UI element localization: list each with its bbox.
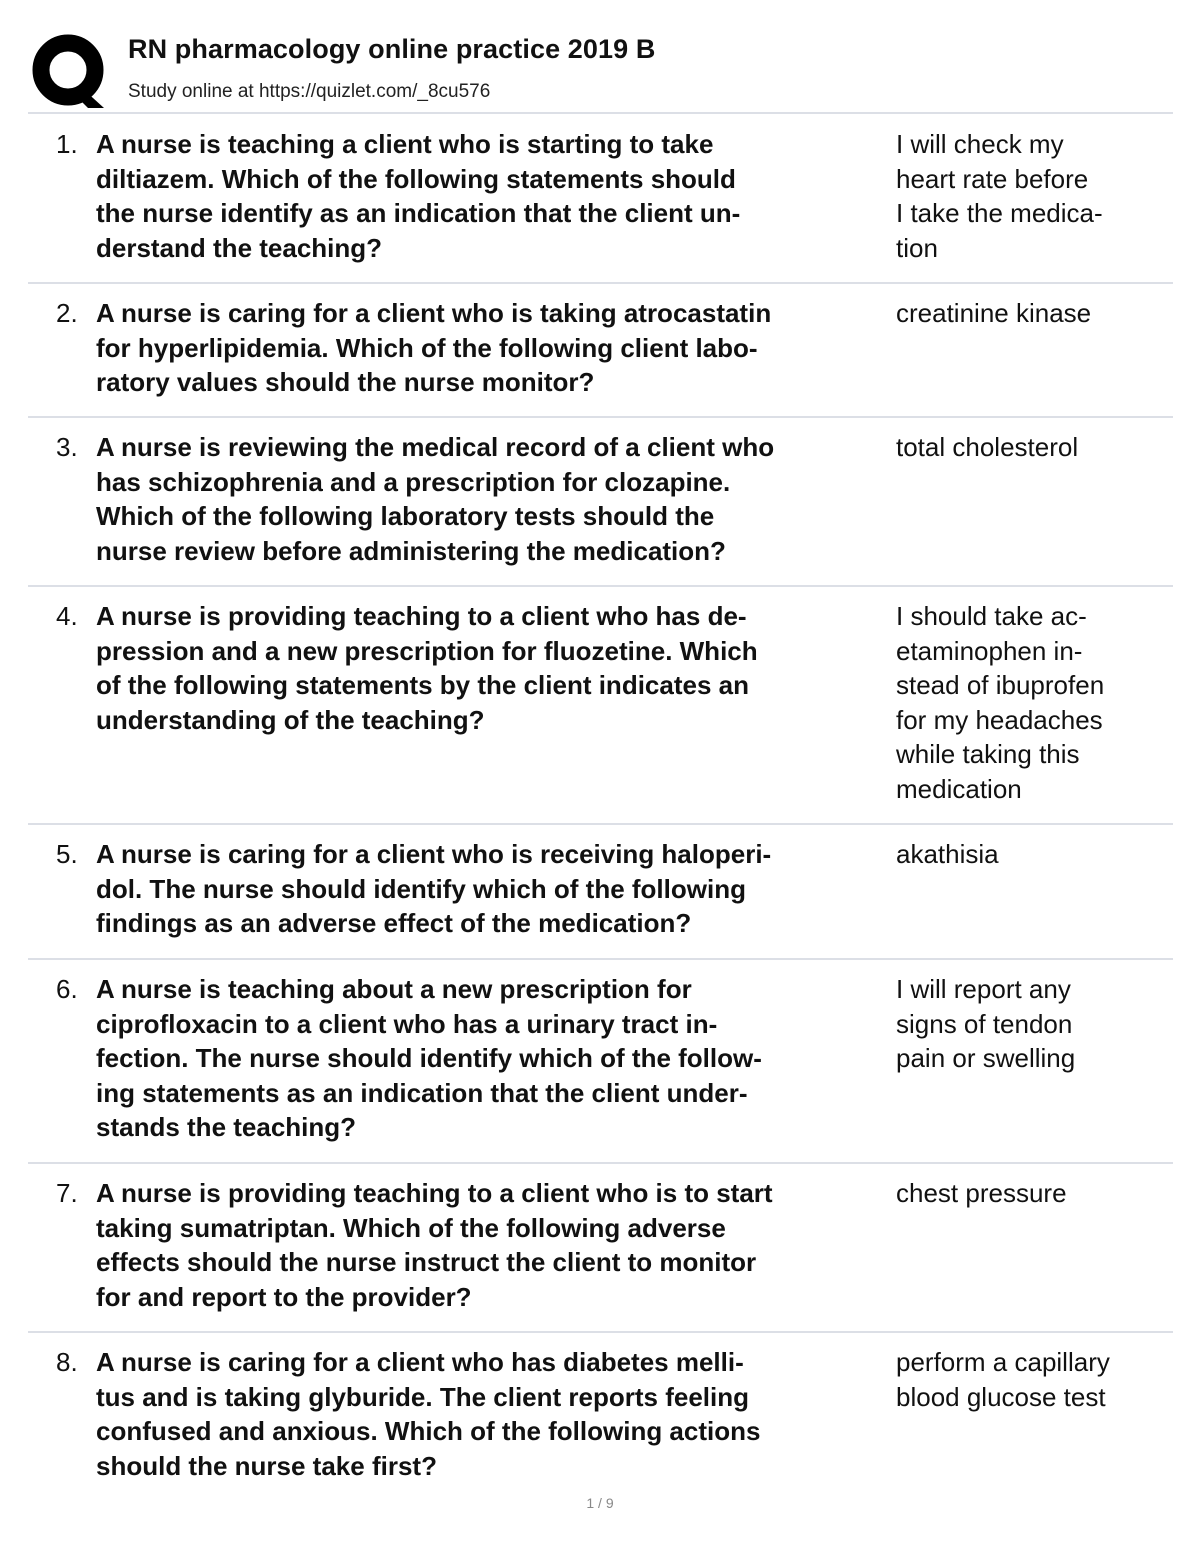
answer-line: I should take ac-: [896, 601, 1087, 631]
question-line: A nurse is caring for a client who is taking atrocastatin: [96, 298, 772, 328]
card-answer: [896, 599, 1173, 823]
card-question: [96, 1345, 896, 1498]
flashcard-row: [28, 115, 1173, 284]
card-number-text: 1.: [56, 129, 78, 159]
question-line: effects should the nurse instruct the client to monitor: [96, 1247, 757, 1277]
question-line: nurse review before administering the medication?: [96, 535, 726, 566]
card-number: [28, 1176, 96, 1331]
card-answer: [896, 127, 1173, 282]
header: [28, 28, 1173, 110]
answer-line: etaminophen in-: [896, 635, 1083, 666]
flashcard-row: [28, 587, 1173, 825]
question-line: tus and is taking glyburide. The client reports feeling: [96, 1381, 749, 1412]
card-number: [28, 599, 96, 823]
card-number-text: 5.: [56, 839, 78, 869]
flashcard-row: [28, 960, 1173, 1164]
answer-line: akathisia: [896, 839, 999, 869]
card-number: [28, 127, 96, 282]
page-number: 1 / 9: [586, 1495, 614, 1511]
question-line: A nurse is caring for a client who is receiving haloperi-: [96, 839, 772, 869]
card-number: [28, 972, 96, 1162]
card-answer: [896, 1176, 1173, 1331]
flashcard-row: [28, 418, 1173, 587]
card-question: [96, 127, 896, 282]
question-line: A nurse is providing teaching to a client who has de-: [96, 601, 747, 631]
card-number-text: 2.: [56, 298, 78, 328]
card-number-text: 7.: [56, 1178, 78, 1208]
answer-line: for my headaches: [896, 704, 1103, 735]
question-line: A nurse is teaching a client who is starting to take: [96, 129, 714, 159]
question-line: of the following statements by the client indicates an: [96, 670, 749, 700]
flashcard-list: [28, 115, 1173, 1498]
question-line: ratory values should the nurse monitor?: [96, 367, 595, 397]
answer-line: while taking this: [896, 739, 1080, 769]
question-line: for and report to the provider?: [96, 1281, 472, 1312]
answer-line: tion: [896, 232, 938, 263]
answer-line: I will check my: [896, 129, 1064, 159]
answer-line: medication: [896, 773, 1022, 804]
card-answer: [896, 972, 1173, 1162]
answer-line: heart rate before: [896, 163, 1089, 194]
question-line: diltiazem. Which of the following statements should: [96, 163, 736, 194]
card-answer: [896, 430, 1173, 585]
answer-line: creatinine kinase: [896, 298, 1092, 328]
question-line: Which of the following laboratory tests should the: [96, 501, 715, 531]
card-number: [28, 296, 96, 416]
question-line: for hyperlipidemia. Which of the following client labo-: [96, 332, 758, 363]
card-number: [28, 430, 96, 585]
question-line: pression and a new prescription for fluozetine. Which: [96, 635, 758, 666]
card-number: [28, 1345, 96, 1498]
flashcard-row: [28, 284, 1173, 418]
answer-line: chest pressure: [896, 1178, 1067, 1208]
answer-line: perform a capillary: [896, 1347, 1110, 1377]
question-line: taking sumatriptan. Which of the following adverse: [96, 1212, 726, 1243]
question-line: stands the teaching?: [96, 1112, 357, 1142]
quizlet-logo-icon: [30, 32, 110, 112]
question-line: findings as an adverse effect of the medication?: [96, 908, 692, 938]
page-title: RN pharmacology online practice 2019 B: [128, 34, 656, 64]
header-divider: [28, 112, 1173, 114]
question-line: ciprofloxacin to a client who has a urinary tract in-: [96, 1008, 718, 1039]
card-answer: [896, 296, 1173, 416]
card-question: [96, 599, 896, 823]
card-number: [28, 837, 96, 958]
answer-line: stead of ibuprofen: [896, 670, 1105, 700]
card-question: [96, 1176, 896, 1331]
answer-line: blood glucose test: [896, 1381, 1106, 1412]
answer-line: total cholesterol: [896, 432, 1079, 462]
card-question: [96, 430, 896, 585]
answer-line: pain or swelling: [896, 1043, 1076, 1073]
card-number-text: 8.: [56, 1347, 78, 1377]
answer-line: signs of tendon: [896, 1008, 1073, 1039]
card-question: [96, 296, 896, 416]
card-number-text: 3.: [56, 432, 78, 462]
question-line: ing statements as an indication that the client under-: [96, 1077, 748, 1108]
card-question: [96, 972, 896, 1162]
card-question: [96, 837, 896, 958]
flashcard-row: [28, 825, 1173, 960]
flashcard-row: [28, 1164, 1173, 1333]
question-line: fection. The nurse should identify which of the follow-: [96, 1043, 762, 1073]
card-answer: [896, 837, 1173, 958]
question-line: understanding of the teaching?: [96, 704, 485, 735]
card-answer: [896, 1345, 1173, 1498]
question-line: A nurse is caring for a client who has diabetes melli-: [96, 1347, 744, 1377]
question-line: should the nurse take first?: [96, 1450, 437, 1481]
question-line: the nurse identify as an indication that the client un-: [96, 198, 741, 228]
card-number-text: 6.: [56, 974, 78, 1004]
question-line: A nurse is teaching about a new prescription for: [96, 974, 692, 1004]
question-line: confused and anxious. Which of the following actions: [96, 1416, 761, 1446]
question-line: dol. The nurse should identify which of the following: [96, 873, 746, 904]
answer-line: I will report any: [896, 974, 1071, 1004]
flashcard-row: [28, 1333, 1173, 1498]
question-line: has schizophrenia and a prescription for clozapine.: [96, 466, 731, 497]
study-link-text: Study online at https://quizlet.com/_8cu576: [128, 81, 491, 102]
answer-line: I take the medica-: [896, 198, 1103, 228]
card-number-text: 4.: [56, 601, 78, 631]
question-line: A nurse is providing teaching to a client who is to start: [96, 1178, 773, 1208]
question-line: A nurse is reviewing the medical record of a client who: [96, 432, 775, 462]
question-line: derstand the teaching?: [96, 232, 383, 263]
